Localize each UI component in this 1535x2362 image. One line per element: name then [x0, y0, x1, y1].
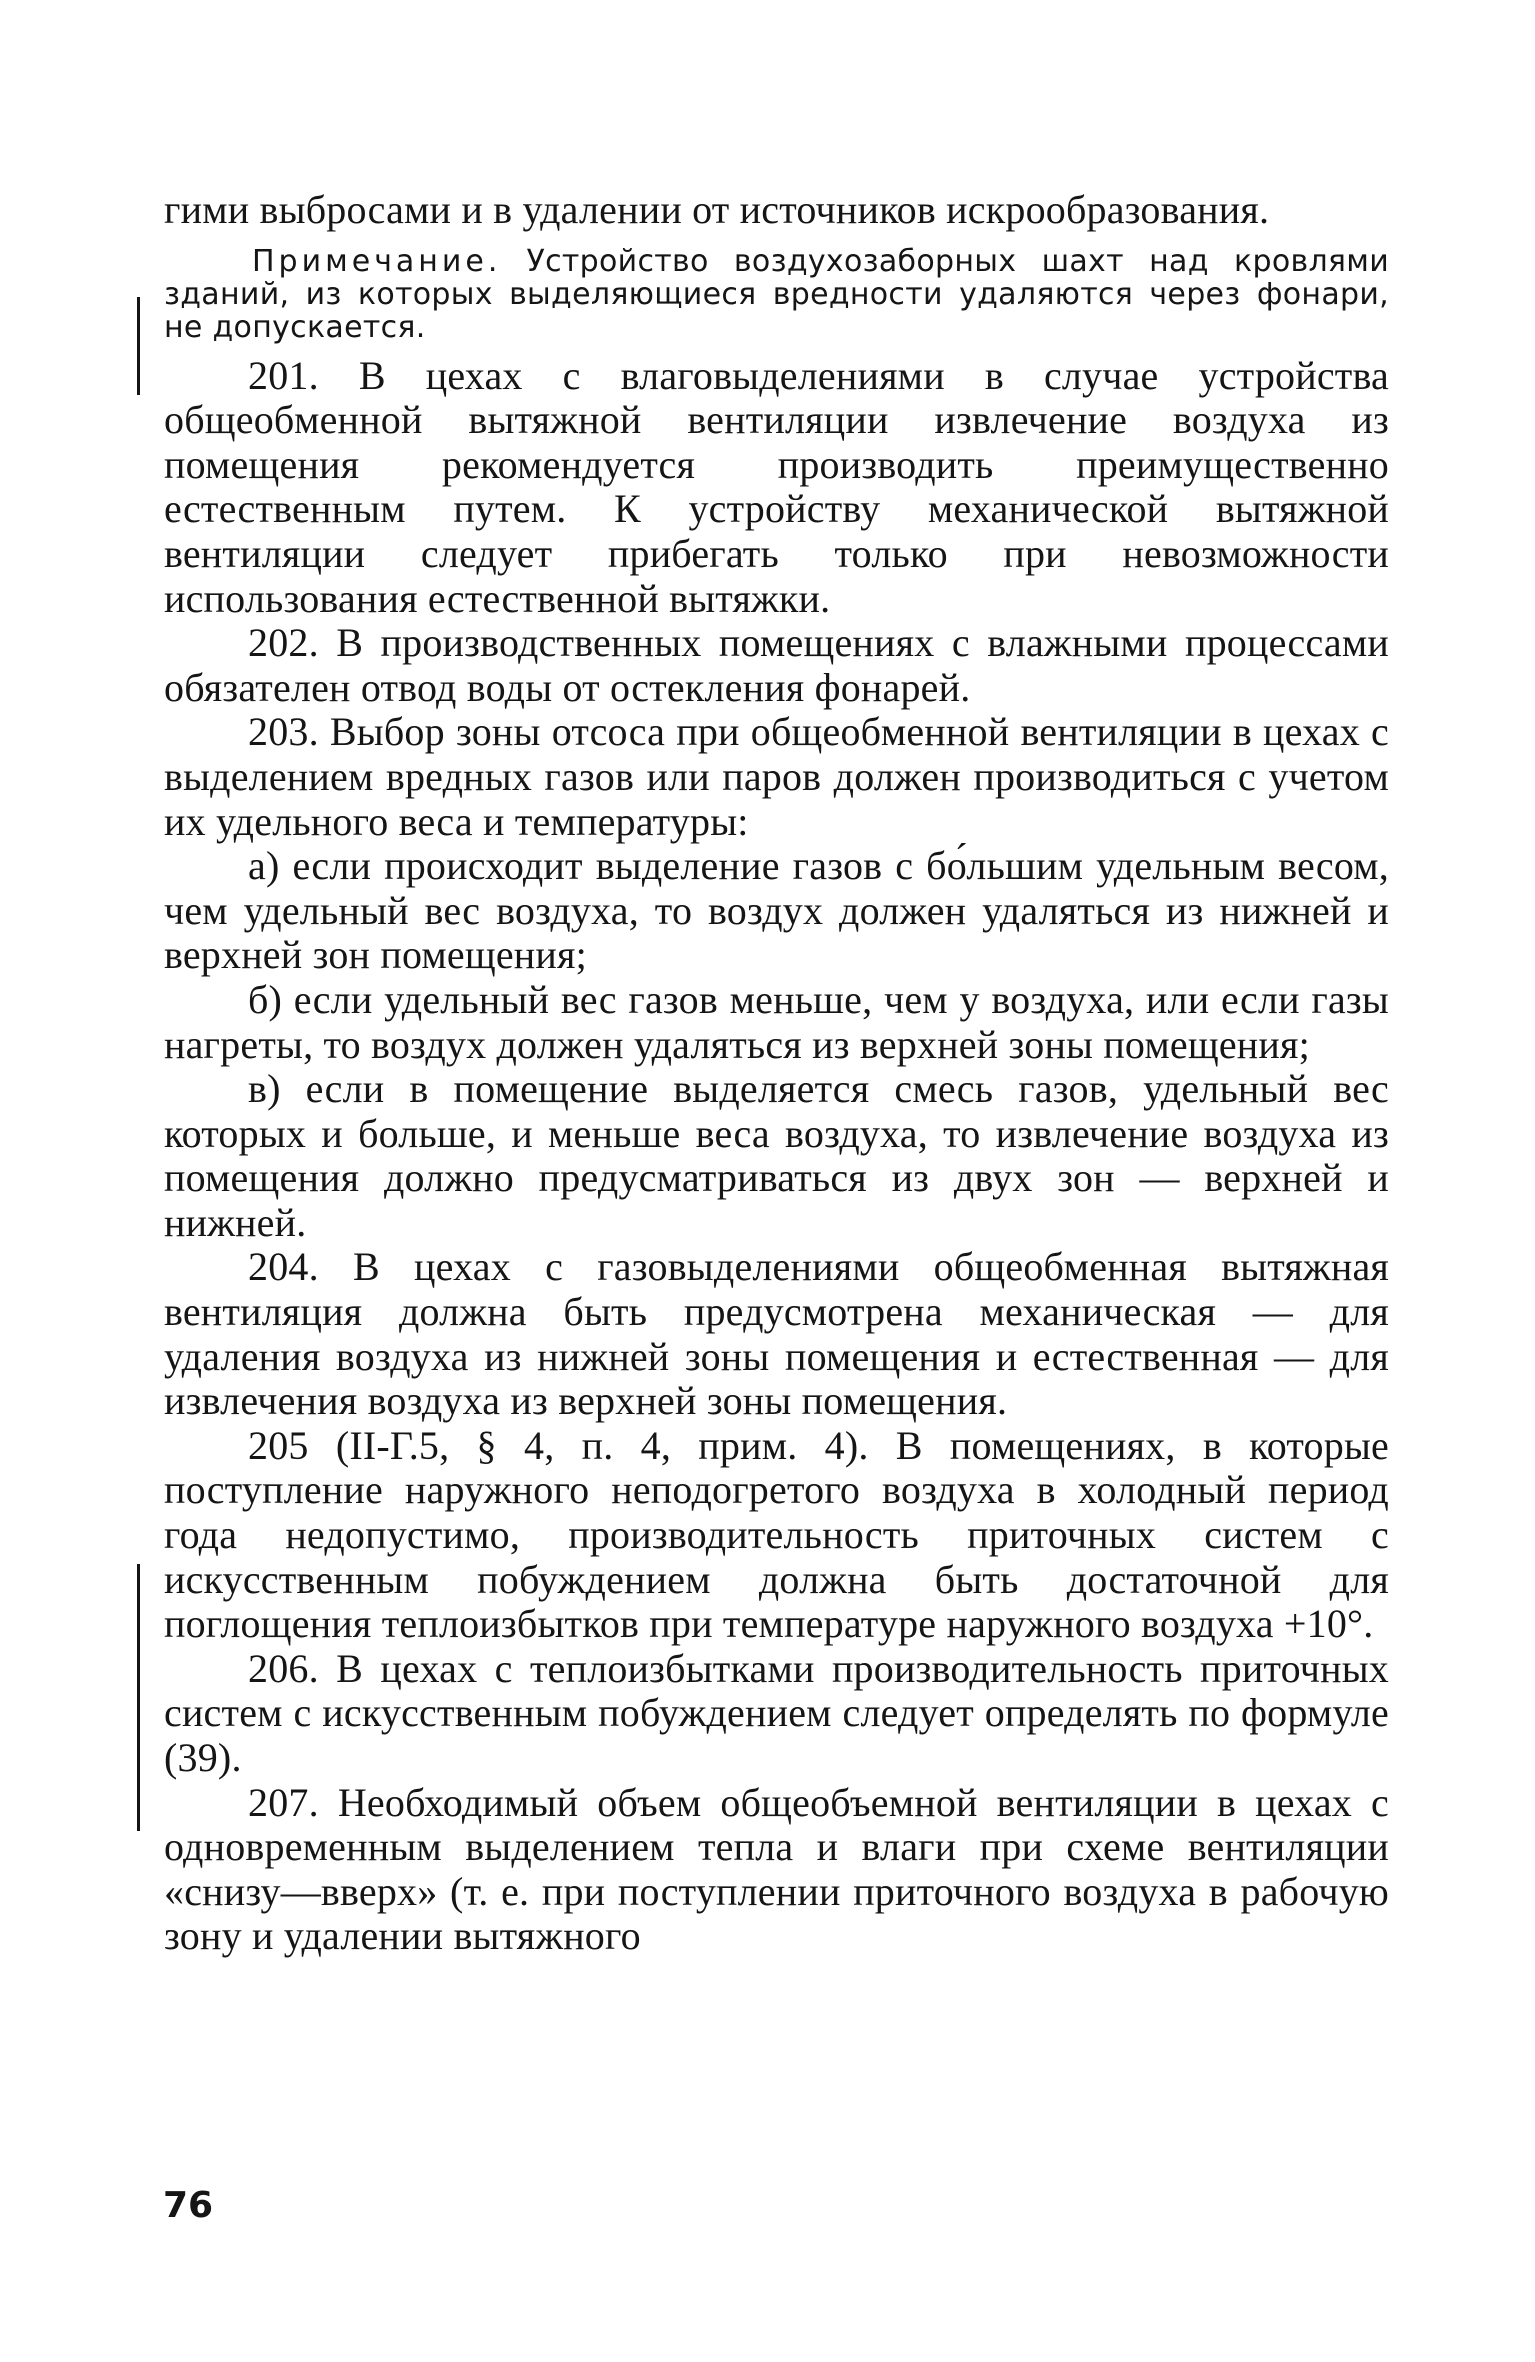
paragraph-206: 206. В цехах с теплоизбытками производительность приточных систем с искусственным побуждением следует определять по формуле (39). — [164, 1645, 1389, 1780]
paragraph-203-a: а) если происходит выделение газов с бо́льшим удельным весом, чем удельный вес воздуха, то воздух должен удаляться из нижней и верхней зон помещения; — [164, 843, 1389, 978]
paragraph-207: 207. Необходимый объем общеобъемной вентиляции в цехах с одновременным выделением тепла и влаги при схеме вентиляции «снизу—вверх» (т. е. при поступлении приточного воздуха в рабочую зону и удалении вытяжного — [164, 1779, 1389, 1959]
page-body — [164, 188, 1389, 1959]
paragraph-201: 201. В цехах с влаговыделениями в случае устройства общеобменной вытяжной вентиляции извлечение воздуха из помещения рекомендуется производить преимущественно естественным путем. К устройству механической вытяжной вентиляции следует прибегать только при невозможности использования естественной вытяжки. — [164, 352, 1389, 621]
revision-margin-bar — [137, 1564, 140, 1831]
note-text: Устройство воздухозаборных шахт над кровлями зданий, из которых выделяющиеся вредности удаляются через фонари, не допускается. — [164, 243, 1390, 345]
page-number: 76 — [163, 2185, 214, 2226]
paragraph-203: 203. Выбор зоны отсоса при общеобменной вентиляции в цехах с выделением вредных газов или паров должен производиться с учетом их удельного веса и температуры: — [164, 709, 1389, 844]
paragraph-203-b: б) если удельный вес газов меньше, чем у воздуха, или если газы нагреты, то воздух должен удаляться из верхней зоны помещения; — [164, 976, 1389, 1067]
note — [164, 245, 1389, 344]
paragraph-205: 205 (II-Г.5, § 4, п. 4, прим. 4). В помещениях, в которые поступление наружного неподогретого воздуха в холодный период года недопустимо, производительность приточных систем с искусственным побуждением должна быть достаточной для поглощения теплоизбытков при температуре наружного воздуха +10°. — [164, 1422, 1389, 1647]
note-label: Примечание. — [252, 243, 502, 279]
revision-margin-bar — [137, 297, 140, 395]
paragraph-202: 202. В производственных помещениях с влажными процессами обязателен отвод воды от остекления фонарей. — [164, 620, 1389, 710]
paragraph-continuation: гими выбросами и в удалении от источников искрообразования. — [164, 187, 1270, 232]
paragraph-204: 204. В цехах с газовыделениями общеобменная вытяжная вентиляция должна быть предусмотрена механическая — для удаления воздуха из нижней зоны помещения и естественная — для извлечения воздуха из верхней зоны помещения. — [164, 1244, 1389, 1424]
paragraph-203-v: в) если в помещение выделяется смесь газов, удельный вес которых и больше, и меньше веса воздуха, то извлечение воздуха из помещения должно предусматриваться из двух зон — верхней и нижней. — [164, 1066, 1389, 1245]
